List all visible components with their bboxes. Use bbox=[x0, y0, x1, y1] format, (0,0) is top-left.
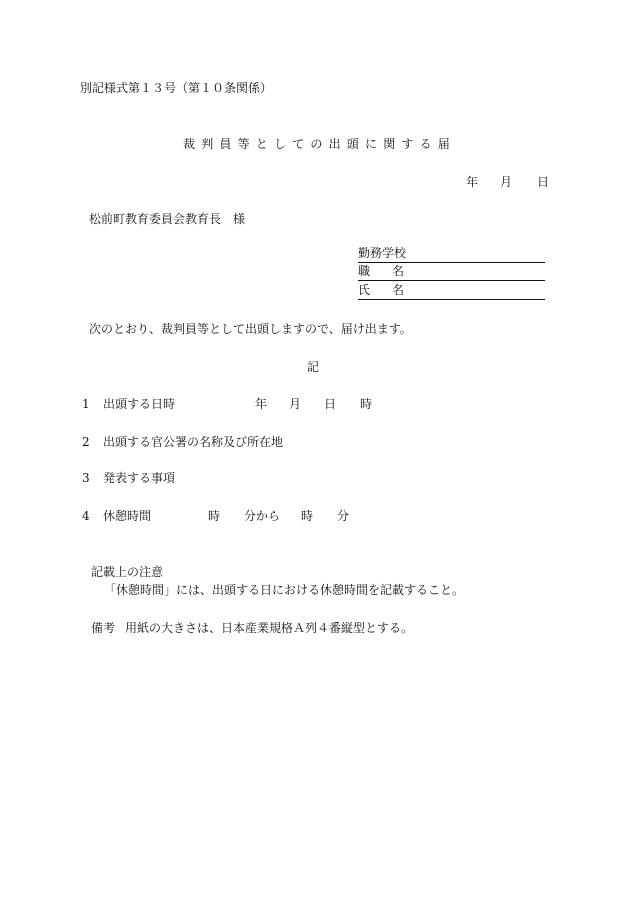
school-field[interactable] bbox=[358, 246, 545, 263]
remarks-label: 備考 bbox=[91, 621, 116, 635]
break-end-minute-unit: 分 bbox=[337, 509, 350, 523]
date-month-label: 月 bbox=[500, 175, 513, 189]
notes-heading: 記載上の注意 bbox=[91, 565, 164, 579]
date-day-label: 日 bbox=[537, 175, 550, 189]
item-label: 出頭する官公署の名称及び所在地 bbox=[103, 435, 284, 449]
notes-body: 「休憩時間」には、出頭する日における休憩時間を記載すること。 bbox=[104, 583, 465, 597]
datetime-year-unit: 年 bbox=[255, 397, 268, 411]
item-number: 1 bbox=[82, 397, 90, 411]
break-end-hour-unit: 時 bbox=[301, 509, 314, 523]
remarks-body: 用紙の大きさは、日本産業規格Ａ列４番縦型とする。 bbox=[125, 621, 414, 635]
addressee: 松前町教育委員会教育長 様 bbox=[89, 212, 246, 226]
datetime-day-unit: 日 bbox=[324, 397, 337, 411]
date-year-label: 年 bbox=[466, 175, 479, 189]
item-label: 発表する事項 bbox=[103, 471, 176, 485]
name-field-label: 氏名 bbox=[358, 283, 427, 297]
school-field-label: 勤務学校 bbox=[358, 246, 407, 260]
break-start-hour-unit: 時 bbox=[208, 509, 221, 523]
job-title-field[interactable] bbox=[358, 264, 545, 281]
form-number: 別記様式第１３号（第１０条関係） bbox=[80, 81, 273, 95]
item-label: 出頭する日時 bbox=[103, 397, 176, 411]
name-field[interactable] bbox=[358, 283, 545, 300]
item-number: 2 bbox=[82, 435, 90, 449]
item-number: 4 bbox=[82, 509, 90, 523]
job-title-field-label: 職名 bbox=[358, 264, 427, 278]
datetime-month-unit: 月 bbox=[289, 397, 302, 411]
datetime-hour-unit: 時 bbox=[360, 397, 373, 411]
item-number: 3 bbox=[82, 471, 90, 485]
item-label: 休憩時間 bbox=[103, 509, 152, 523]
document-title: 裁判員等としての出頭に関する届 bbox=[183, 137, 457, 151]
ki-heading: 記 bbox=[307, 360, 320, 374]
break-start-minute-unit: 分から bbox=[244, 509, 281, 523]
intro-text: 次のとおり、裁判員等として出頭しますので、届け出ます。 bbox=[89, 322, 412, 336]
